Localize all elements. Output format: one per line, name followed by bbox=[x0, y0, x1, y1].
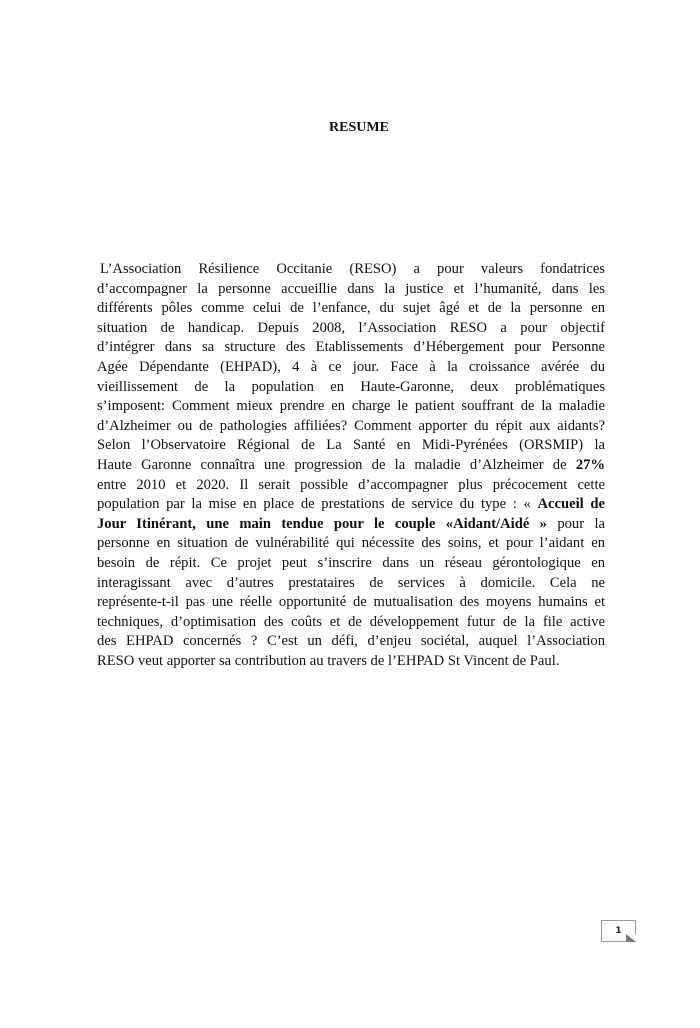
text-segment: population par la mise en place de prestations de service du type : « bbox=[97, 496, 538, 513]
text-line bbox=[97, 397, 605, 417]
text-line bbox=[97, 593, 605, 613]
abstract-paragraph bbox=[97, 260, 605, 671]
text-segment: L’Association Résilience Occitanie (RESO) a pour valeurs fondatrices bbox=[100, 261, 605, 277]
text-line bbox=[97, 436, 605, 456]
text-segment: personne en situation de vulnérabilité qui nécessite des soins, et pour l’aidant en bbox=[97, 535, 605, 552]
text-line bbox=[97, 338, 605, 358]
text-line bbox=[97, 378, 605, 398]
text-segment: d’Alzheimer ou de pathologies affiliées? Comment apporter du répit aux aidants? bbox=[97, 417, 605, 434]
text-line bbox=[97, 299, 605, 319]
text-segment: techniques, d’optimisation des coûts et de développement futur de la file active bbox=[97, 613, 605, 630]
text-line bbox=[97, 574, 605, 594]
text-line bbox=[97, 417, 605, 437]
text-segment: entre 2010 et 2020. Il serait possible d’accompagner plus précocement cette bbox=[97, 476, 605, 493]
text-segment: pour la bbox=[546, 515, 605, 532]
text-segment: Haute Garonne connaîtra une progression de la maladie d’Alzheimer de bbox=[97, 456, 576, 473]
text-line bbox=[97, 260, 605, 280]
text-segment: s’imposent: Comment mieux prendre en charge le patient souffrant de la maladie bbox=[97, 398, 605, 415]
text-line bbox=[97, 280, 605, 300]
text-line bbox=[97, 515, 605, 535]
text-line bbox=[97, 652, 605, 672]
text-line bbox=[97, 319, 605, 339]
text-segment: situation de handicap. Depuis 2008, l’Association RESO a pour objectif bbox=[97, 319, 605, 336]
text-segment: des EHPAD concernés ? C’est un défi, d’enjeu sociétal, auquel l’Association bbox=[97, 633, 605, 650]
text-line bbox=[97, 495, 605, 515]
text-segment: Selon l’Observatoire Régional de La Santé en Midi-Pyrénées (ORSMIP) la bbox=[97, 437, 605, 454]
text-line bbox=[97, 358, 605, 378]
text-line bbox=[97, 476, 605, 496]
text-segment: Agée Dépendante (EHPAD), 4 à ce jour. Face à la croissance avérée du bbox=[97, 358, 605, 375]
page-curl-shadow-icon bbox=[626, 934, 636, 942]
page-number-box bbox=[601, 920, 636, 942]
text-segment: représente-t-il pas une réelle opportunité de mutualisation des moyens humains et bbox=[97, 594, 605, 611]
text-segment: d’intégrer dans sa structure des Etablissements d’Hébergement pour Personne bbox=[97, 339, 605, 356]
page-title: RESUME bbox=[329, 120, 389, 135]
text-segment: RESO veut apporter sa contribution au travers de l’EHPAD St Vincent de Paul. bbox=[97, 652, 560, 669]
text-segment: vieillissement de la population en Haute-Garonne, deux problématiques bbox=[97, 378, 605, 395]
text-segment: d’accompagner la personne accueillie dans la justice et l’humanité, dans les bbox=[97, 280, 605, 297]
page-number: 1 bbox=[615, 926, 622, 936]
text-segment: interagissant avec d’autres prestataires de services à domicile. Cela ne bbox=[97, 574, 605, 591]
bold-text: 27% bbox=[575, 456, 605, 473]
text-segment: besoin de répit. Ce projet peut s’inscrire dans un réseau gérontologique en bbox=[97, 554, 605, 571]
bold-text: Accueil de bbox=[537, 496, 605, 513]
text-line bbox=[97, 534, 605, 554]
text-line bbox=[97, 632, 605, 652]
text-line bbox=[97, 456, 605, 476]
text-segment: différents pôles comme celui de l’enfance, du sujet âgé et de la personne en bbox=[97, 300, 605, 317]
text-line bbox=[97, 613, 605, 633]
text-line bbox=[97, 554, 605, 574]
bold-text: Jour Itinérant, une main tendue pour le couple «Aidant/Aidé » bbox=[97, 515, 547, 532]
